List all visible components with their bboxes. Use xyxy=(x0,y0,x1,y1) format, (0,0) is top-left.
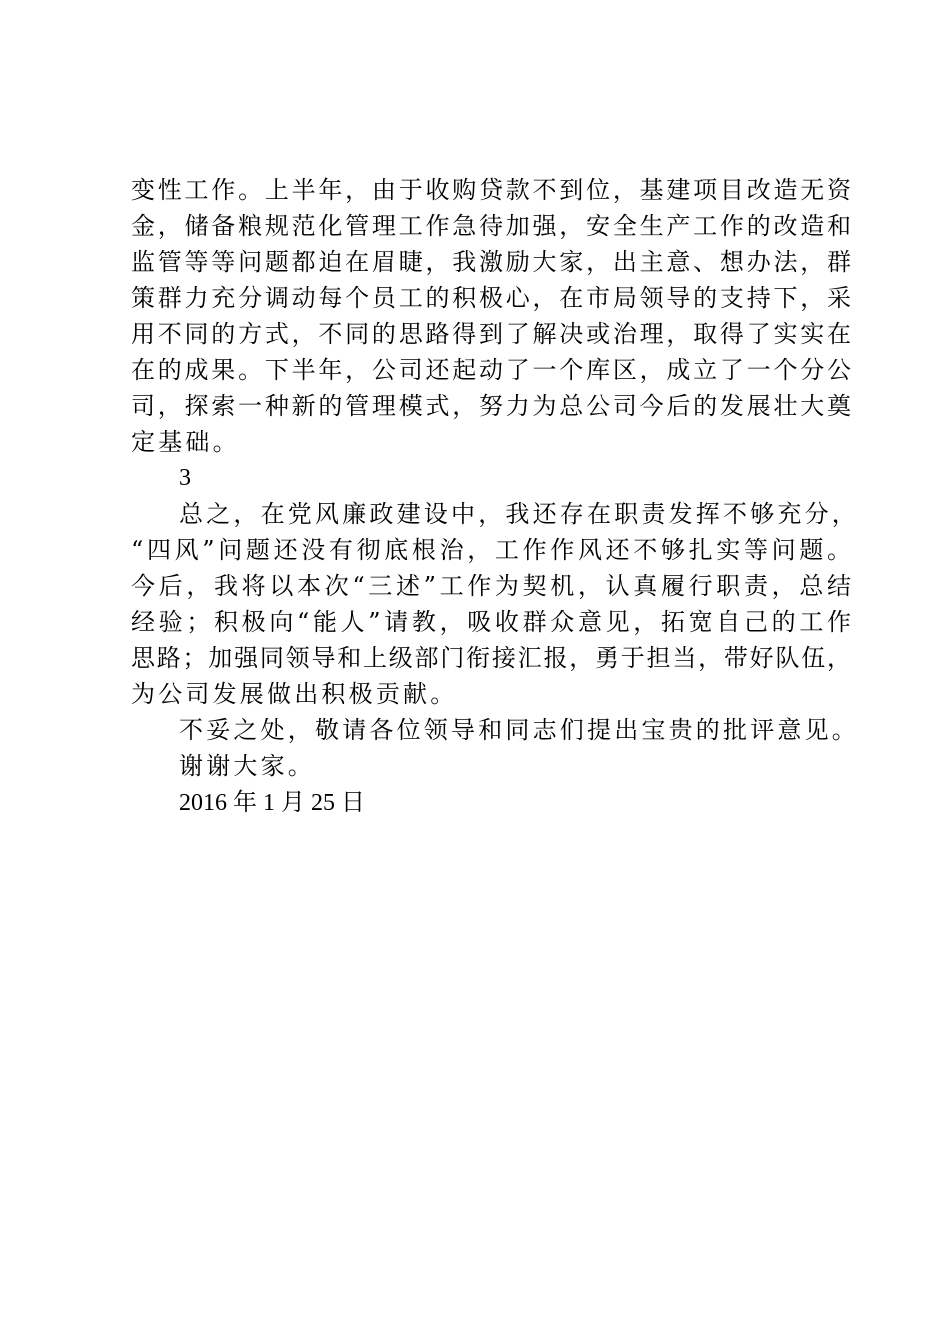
date-month-char: 月 xyxy=(281,788,305,816)
date-year: 2016 xyxy=(179,790,227,816)
paragraph-line: 司，探索一种新的管理模式，努力为总公司今后的发展壮大奠 xyxy=(131,392,851,420)
paragraph-line: 监管等等问题都迫在眉睫，我激励大家，出主意、想办法，群 xyxy=(131,248,851,276)
paragraph-line: 思路；加强同领导和上级部门衔接汇报，勇于担当，带好队伍， xyxy=(131,644,851,672)
paragraph-line: “四风”问题还没有彻底根治，工作作风还不够扎实等问题。 xyxy=(131,536,851,564)
section-number: 3 xyxy=(179,465,195,491)
date-month: 1 xyxy=(263,790,275,816)
paragraph-line: 今后，我将以本次“三述”工作为契机，认真履行职责，总结 xyxy=(131,572,851,600)
paragraph-line: 用不同的方式，不同的思路得到了解决或治理，取得了实实在 xyxy=(131,320,851,348)
date-year-char: 年 xyxy=(233,788,257,816)
paragraph-line: 为公司发展做出积极贡献。 xyxy=(131,680,458,708)
date-line xyxy=(131,784,851,820)
date-day-char: 日 xyxy=(341,788,365,816)
document-body xyxy=(131,172,859,820)
thanks-line: 谢谢大家。 xyxy=(179,752,315,780)
date-day: 25 xyxy=(311,790,335,816)
paragraph-line: 经验；积极向“能人”请教，吸收群众意见，拓宽自己的工作 xyxy=(131,608,851,636)
paragraph-line: 策群力充分调动每个员工的积极心，在市局领导的支持下，采 xyxy=(131,284,851,312)
paragraph-line: 定基础。 xyxy=(131,428,240,456)
paragraph-line: 金，储备粮规范化管理工作急待加强，安全生产工作的改造和 xyxy=(131,212,851,240)
paragraph-line: 在的成果。下半年，公司还起动了一个库区，成立了一个分公 xyxy=(131,356,851,384)
paragraph-line: 总之，在党风廉政建设中，我还存在职责发挥不够充分， xyxy=(179,500,859,528)
paragraph-line: 变性工作。上半年，由于收购贷款不到位，基建项目改造无资 xyxy=(131,176,851,204)
closing-line: 不妥之处，敬请各位领导和同志们提出宝贵的批评意见。 xyxy=(179,716,859,744)
